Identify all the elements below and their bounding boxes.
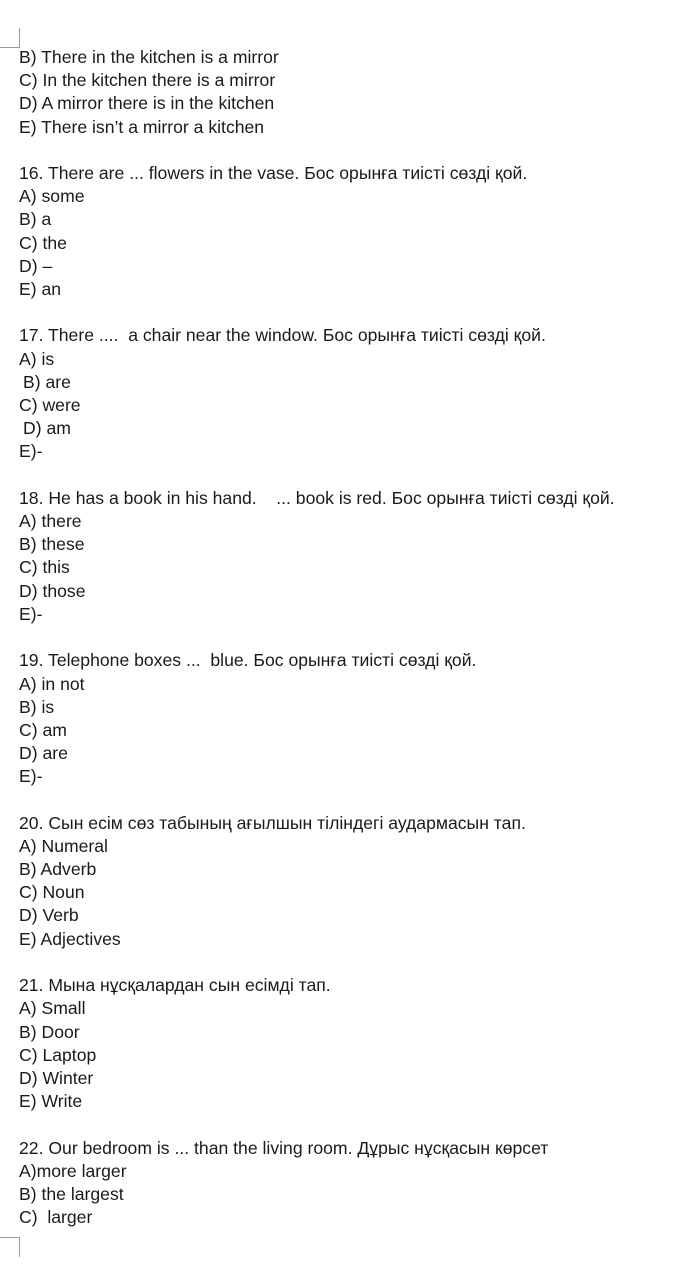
answer-option: C) Noun: [19, 882, 85, 903]
answer-option: D) Verb: [19, 905, 79, 926]
answer-option: A) is: [19, 348, 55, 369]
question-16: [19, 162, 675, 301]
question-text: 16. There are ... flowers in the vase. Бос орынға тиісті сөзді қой.: [19, 163, 528, 184]
page-corner-mark-bottom: [0, 1237, 20, 1257]
answer-option: B) are: [23, 371, 71, 392]
answer-option: C) larger: [19, 1207, 93, 1228]
question-22: [19, 1137, 675, 1230]
page-corner-mark-top: [0, 28, 20, 48]
question-17: [19, 324, 675, 463]
question-text: 22. Our bedroom is ... than the living room. Дұрыс нұсқасын көрсет: [19, 1137, 549, 1158]
question-text: 20. Сын есім сөз табының ағылшын тіліндегі аудармасын тап.: [19, 812, 526, 833]
answer-option: D) –: [19, 255, 53, 276]
answer-option: C) am: [19, 719, 67, 740]
answer-option: E) There isn’t a mirror a kitchen: [19, 116, 265, 137]
question-text: 18. He has a book in his hand. ... book is red. Бос орынға тиісті сөзді қой.: [19, 487, 615, 508]
question-18: [19, 487, 675, 626]
answer-option: E)-: [19, 441, 43, 462]
answer-option: E) an: [19, 278, 62, 299]
answer-option: B) these: [19, 534, 85, 555]
answer-option: C) were: [19, 395, 81, 416]
answer-option: A) some: [19, 186, 85, 207]
answer-option: B) is: [19, 696, 55, 717]
answer-option: E) Adjectives: [19, 928, 121, 949]
question-21: [19, 974, 675, 1113]
question-19: [19, 649, 675, 788]
answer-option: C) Laptop: [19, 1044, 97, 1065]
answer-option: A) in not: [19, 673, 85, 694]
answer-option: A) there: [19, 511, 82, 532]
answer-option: E)-: [19, 603, 43, 624]
answer-option: D) are: [19, 743, 68, 764]
answer-option: D) A mirror there is in the kitchen: [19, 93, 275, 114]
answer-option: B) a: [19, 209, 52, 230]
answer-option: C) In the kitchen there is a mirror: [19, 70, 276, 91]
answer-option: E)-: [19, 766, 43, 787]
answer-option: B) Door: [19, 1021, 80, 1042]
question-20: [19, 812, 675, 951]
answer-option: E) Write: [19, 1091, 83, 1112]
answer-option: C) the: [19, 232, 67, 253]
answer-option: D) Winter: [19, 1067, 94, 1088]
answer-option: A) Small: [19, 998, 86, 1019]
question-15-options: [19, 46, 675, 139]
test-content: [19, 46, 675, 1229]
answer-option: B) the largest: [19, 1183, 124, 1204]
answer-option: D) those: [19, 580, 86, 601]
question-text: 21. Мына нұсқалардан сын есімді тап.: [19, 975, 331, 996]
answer-option: D) am: [23, 418, 71, 439]
answer-option: C) this: [19, 557, 70, 578]
answer-option: B) Adverb: [19, 859, 97, 880]
question-text: 17. There .... a chair near the window. Бос орынға тиісті сөзді қой.: [19, 325, 546, 346]
answer-option: B) There in the kitchen is a mirror: [19, 47, 279, 67]
answer-option: A) Numeral: [19, 835, 108, 856]
answer-option: A)more larger: [19, 1160, 127, 1181]
question-text: 19. Telephone boxes ... blue. Бос орынға тиісті сөзді қой.: [19, 650, 477, 671]
